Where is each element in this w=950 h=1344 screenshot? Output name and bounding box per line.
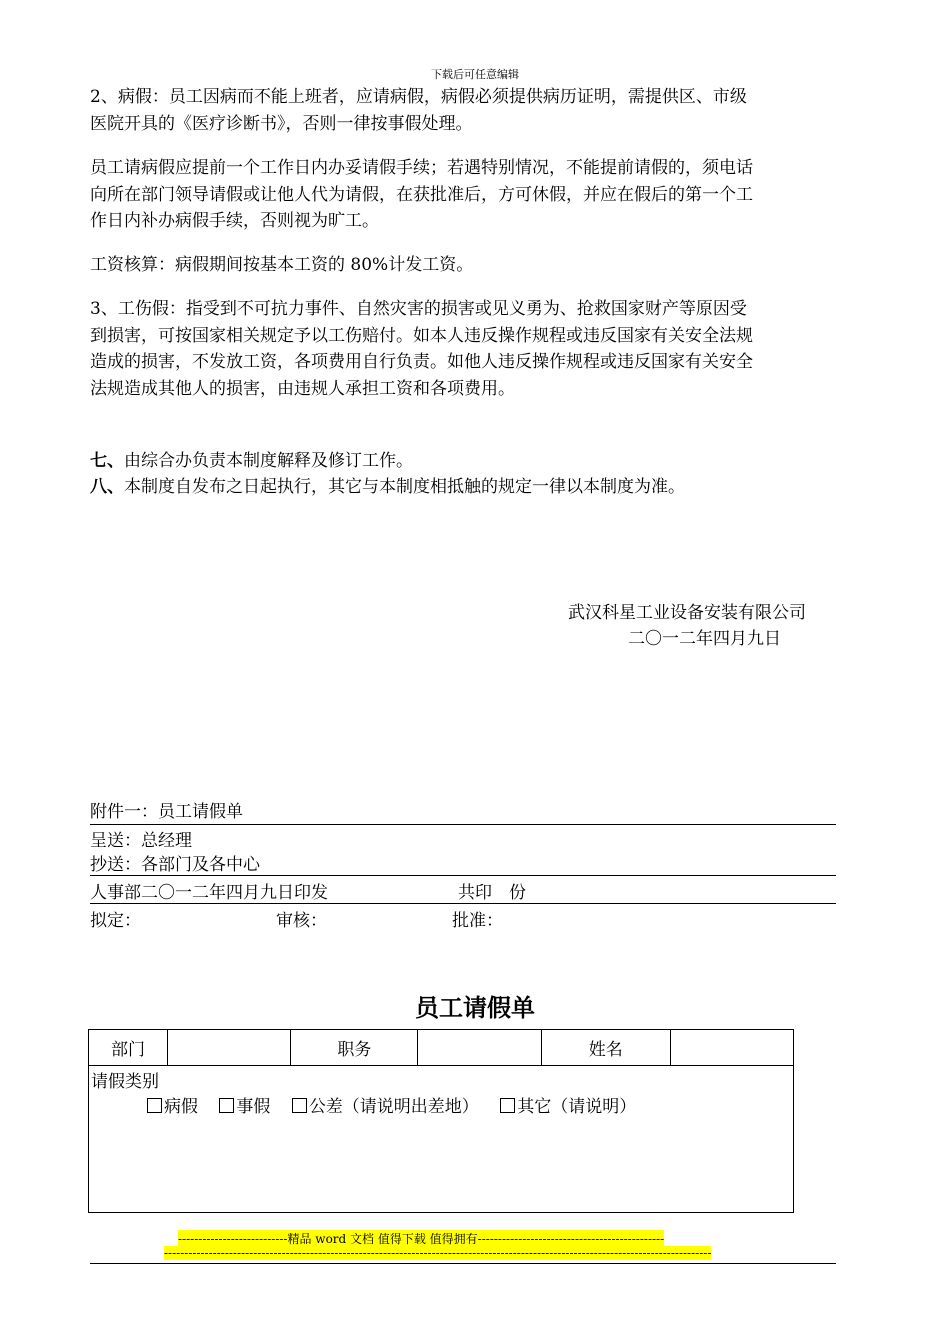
leave-form-table (88, 1029, 794, 1066)
article-7-number: 七、 (90, 451, 124, 471)
option-personal[interactable]: 事假 (219, 1097, 270, 1117)
wage-line: 工资核算：病假期间按基本工资的 80%计发工资。 (90, 255, 474, 275)
article-7-text: 由综合办负责本制度解释及修订工作。 (124, 451, 413, 471)
leave-type-section (88, 1065, 794, 1213)
issued-line (90, 878, 836, 903)
injury-line-1: 3、工伤假：指受到不可抗力事件、自然灾害的损害或见义勇为、抢救国家财产等原因受 (90, 299, 747, 319)
signature-date: 二〇一二年四月九日 (628, 629, 781, 649)
leave-type-label: 请假类别 (91, 1072, 159, 1092)
footer-divider (90, 1263, 836, 1264)
sick-leave-line-2: 医院开具的《医疗诊断书》，否则一律按事假处理。 (90, 113, 473, 134)
article-7 (90, 448, 842, 475)
option-business-trip[interactable]: 公差（请说明出差地） (292, 1097, 479, 1117)
divider (90, 824, 836, 825)
option-sick[interactable]: 病假 (147, 1097, 198, 1117)
option-other[interactable]: 其它（请说明） (500, 1097, 636, 1117)
reviewed-label: 审核： (276, 911, 327, 931)
article-8 (90, 474, 842, 501)
page-header-note: 下载后可任意编辑 (431, 68, 519, 81)
injury-line-4: 法规造成其他人的损害，由违规人承担工资和各项费用。 (90, 378, 515, 399)
issued-by: 人事部二〇一二年四月九日印发 (90, 883, 328, 903)
divider (90, 903, 836, 904)
checkbox-icon[interactable] (147, 1098, 162, 1113)
footer-banner-line-2: --------------------------------------------------------------------------------------------------------------------------------------- (164, 1246, 712, 1260)
injury-line-3: 造成的损害，不发放工资，各项费用自行负责。如他人违反操作规程或违反国家有关安全 (90, 352, 753, 372)
checkbox-icon[interactable] (500, 1098, 515, 1113)
attachment-line: 附件一：员工请假单 (90, 802, 243, 822)
copy-to-line: 抄送：各部门及各中心 (90, 855, 260, 875)
article-8-number: 八、 (90, 477, 124, 497)
dept-field[interactable] (168, 1030, 291, 1066)
sick-leave-line-1: 2、病假：员工因病而不能上班者，应请病假，病假必须提供病历证明，需提供区、市级 (90, 87, 747, 107)
name-field[interactable] (670, 1030, 793, 1066)
injury-line-2: 到损害，可按国家相关规定予以工伤赔付。如本人违反操作规程或违反国家有关安全法规 (90, 325, 753, 346)
sick-procedure-line-1: 员工请病假应提前一个工作日内办妥请假手续；若遇特别情况，不能提前请假的，须电话 (90, 158, 753, 178)
article-8-text: 本制度自发布之日起执行，其它与本制度相抵触的规定一律以本制度为准。 (124, 477, 685, 497)
approved-label: 批准： (452, 911, 503, 931)
submit-to-line: 呈送：总经理 (90, 831, 192, 851)
injury-paragraph (90, 296, 842, 402)
divider (90, 875, 836, 876)
checkbox-icon[interactable] (219, 1098, 234, 1113)
drafted-label: 拟定： (90, 911, 141, 931)
dept-label: 部门 (89, 1030, 168, 1066)
form-title: 员工请假单 (415, 993, 535, 1022)
sick-procedure-line-2: 向所在部门领导请假或让他人代为请假，在获批准后，方可休假，并应在假后的第一个工 (90, 184, 753, 205)
wage-paragraph (90, 252, 842, 279)
leave-type-options (147, 1092, 652, 1117)
checkbox-icon[interactable] (292, 1098, 307, 1113)
position-field[interactable] (418, 1030, 541, 1066)
signature-company: 武汉科星工业设备安装有限公司 (568, 603, 806, 623)
copies-count: 共印 份 (458, 883, 526, 903)
approval-line (90, 906, 836, 931)
sick-leave-paragraph (90, 84, 842, 137)
sick-procedure-line-3: 作日内补办病假手续，否则视为旷工。 (90, 211, 379, 231)
position-label: 职务 (291, 1030, 418, 1066)
sick-procedure-paragraph (90, 155, 842, 235)
footer-banner-line-1: ---------------------------精品 word 文档 值得下载 值得拥有---------------------------------------------- (178, 1232, 665, 1246)
name-label: 姓名 (541, 1030, 670, 1066)
